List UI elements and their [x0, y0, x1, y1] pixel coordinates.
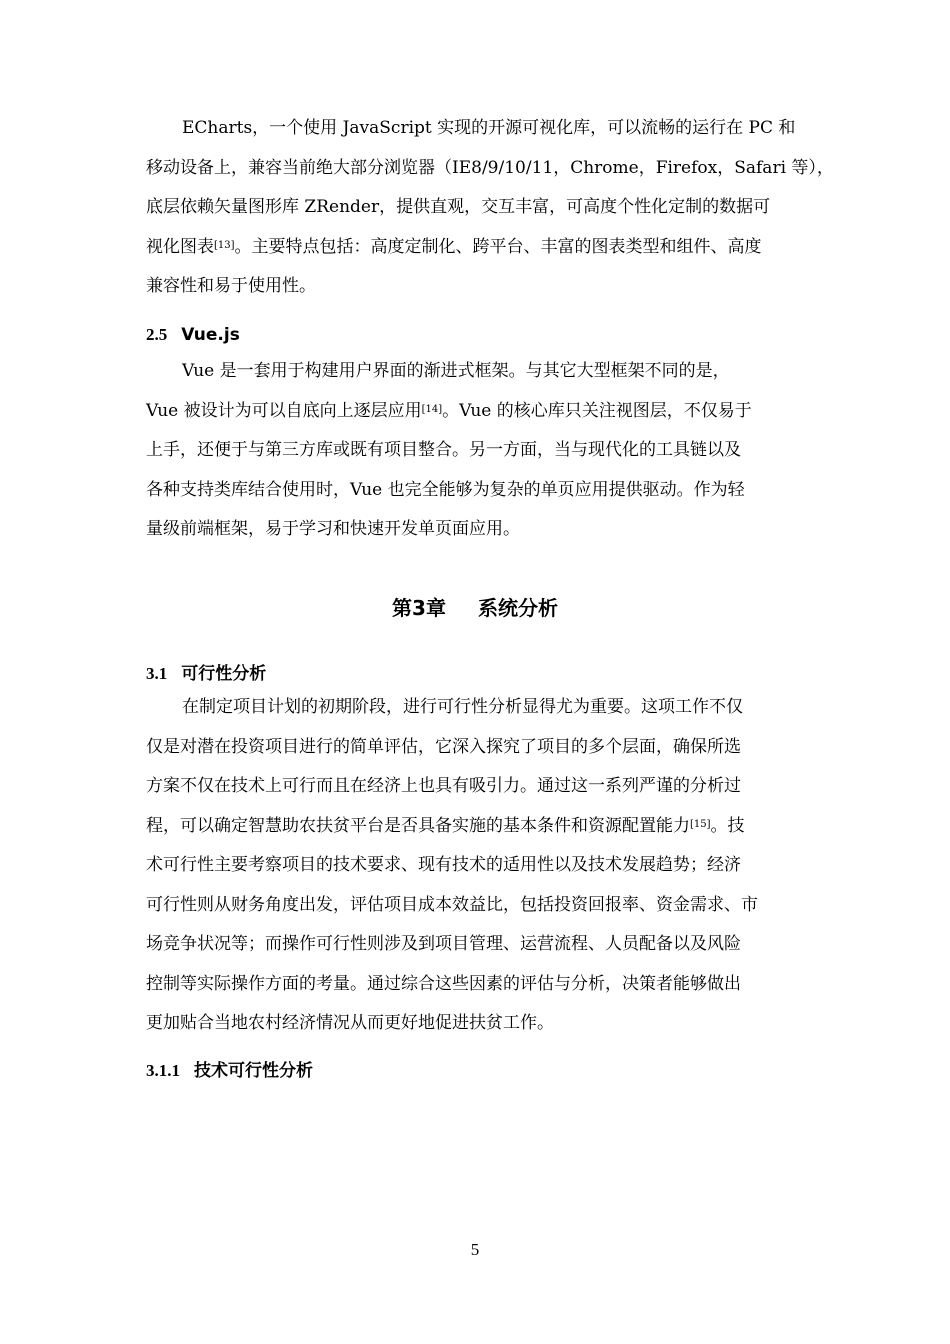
- citation-14[interactable]: [14]: [421, 403, 443, 415]
- text-line: 更加贴合当地农村经济情况从而更好地促进扶贫工作。: [146, 1013, 554, 1033]
- section-title: Vue.js: [181, 325, 240, 345]
- text-line: 各种支持类库结合使用时，Vue 也完全能够为复杂的单页应用提供驱动。作为轻: [146, 479, 745, 500]
- chapter-number: 第3章: [392, 596, 446, 620]
- text-line: ECharts，一个使用 JavaScript 实现的开源可视化库，可以流畅的运行在 PC 和: [182, 118, 796, 138]
- citation-13[interactable]: [13]: [214, 239, 235, 251]
- page-number: 5: [470, 1240, 480, 1259]
- section-heading-3-1-1: [146, 1056, 313, 1081]
- section-title: 可行性分析: [181, 664, 267, 684]
- text-line: 上手，还便于与第三方库或既有项目整合。另一方面，当与现代化的工具链以及: [146, 440, 741, 460]
- text-line: 移动设备上，兼容当前绝大部分浏览器（IE8/9/10/11，Chrome，Firefox，Safari 等），: [146, 157, 834, 178]
- text-segment: Vue 被设计为可以自底向上逐层应用: [146, 400, 422, 421]
- section-number: 3.1.1: [146, 1061, 180, 1080]
- feasibility-paragraph: [146, 688, 810, 1044]
- text-line: [146, 228, 810, 268]
- text-line: 仅是对潜在投资项目进行的简单评估，它深入探究了项目的多个层面，确保所选: [146, 736, 741, 757]
- text-line: 方案不仅在技术上可行而且在经济上也具有吸引力。通过这一系列严谨的分析过: [146, 776, 741, 796]
- text-line: 术可行性主要考察项目的技术要求、现有技术的适用性以及技术发展趋势；经济: [146, 855, 741, 875]
- vue-paragraph: [146, 352, 810, 550]
- text-line: 量级前端框架，易于学习和快速开发单页面应用。: [146, 519, 520, 539]
- text-line: 场竞争状况等；而操作可行性则涉及到项目管理、运营流程、人员配备以及风险: [146, 934, 741, 954]
- text-line: 底层依赖矢量图形库 ZRender，提供直观，交互丰富，可高度个性化定制的数据可: [146, 197, 771, 217]
- text-segment: 。主要特点包括：高度定制化、跨平台、丰富的图表类型和组件、高度: [234, 236, 762, 257]
- text-line: 兼容性和易于使用性。: [146, 276, 316, 296]
- text-line: 控制等实际操作方面的考量。通过综合这些因素的评估与分析，决策者能够做出: [146, 973, 741, 994]
- text-line: 在制定项目计划的初期阶段，进行可行性分析显得尤为重要。这项工作不仅: [182, 697, 743, 717]
- echarts-paragraph: [146, 109, 834, 307]
- text-segment: 。Vue 的核心库只关注视图层，不仅易于: [442, 400, 752, 421]
- text-segment: 程，可以确定智慧助农扶贫平台是否具备实施的基本条件和资源配置能力: [146, 815, 690, 836]
- section-heading-2-5: [146, 325, 240, 345]
- chapter-title: 系统分析: [477, 596, 558, 620]
- section-number: 2.5: [146, 325, 168, 344]
- chapter-heading: [0, 592, 950, 621]
- text-line: [146, 392, 810, 432]
- text-line: [146, 807, 810, 847]
- citation-15[interactable]: [15]: [690, 818, 711, 830]
- section-number: 3.1: [146, 664, 168, 683]
- section-title: 技术可行性分析: [194, 1061, 313, 1081]
- text-line: 可行性则从财务角度出发，评估项目成本效益比，包括投资回报率、资金需求、市: [146, 894, 758, 915]
- section-heading-3-1: [146, 659, 266, 684]
- text-segment: 。技: [710, 815, 745, 836]
- text-line: Vue 是一套用于构建用户界面的渐进式框架。与其它大型框架不同的是，: [182, 361, 730, 381]
- text-segment: 视化图表: [146, 236, 214, 257]
